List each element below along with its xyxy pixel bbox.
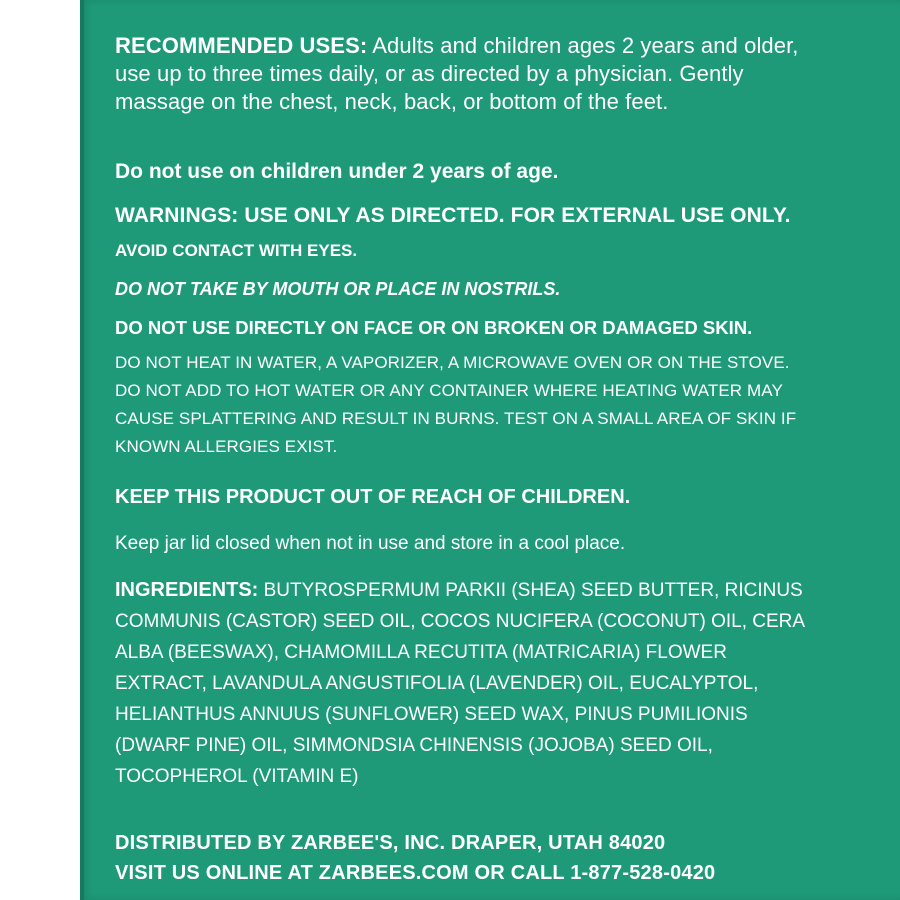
ingredients: [115, 575, 805, 792]
panel-edge: [80, 0, 84, 900]
ingredients-list: BUTYROSPERMUM PARKII (SHEA) SEED BUTTER, RICINUS COMMUNIS (CASTOR) SEED OIL, COCOS NUCIFERA (COCONUT) OIL, CERA ALBA (BEESWAX), CHAMOMILLA RECUTITA (MATRICARIA) FLOWER EXTRACT, LAVANDULA ANGUSTIFOLIA (LAVENDER) OIL, EUCALYPTOL, HELIANTHUS ANNUUS (SUNFLOWER) SEED WAX, PINUS PUMILIONIS (DWARF PINE) OIL, SIMMONDSIA CHINENSIS (JOJOBA) SEED OIL, TOCOPHEROL (VITAMIN E): [115, 580, 804, 787]
contact-line: VISIT US ONLINE AT ZARBEES.COM OR CALL 1-877-528-0420: [115, 862, 716, 884]
ingredients-heading: INGREDIENTS:: [115, 579, 259, 601]
keep-away-warning: KEEP THIS PRODUCT OUT OF REACH OF CHILDREN.: [115, 486, 631, 508]
recommended-heading: RECOMMENDED USES:: [115, 33, 368, 58]
recommended-uses: [115, 32, 805, 116]
no-face-warning: DO NOT USE DIRECTLY ON FACE OR ON BROKEN OR DAMAGED SKIN.: [115, 317, 753, 338]
recommended-text: Adults and children ages 2 years and older, use up to three times daily, or as directed by a physician. Gently massage on the chest, neck, back, or bottom of the feet.: [115, 33, 799, 114]
no-mouth-warning: DO NOT TAKE BY MOUTH OR PLACE IN NOSTRILS.: [115, 279, 561, 299]
distributor-line: DISTRIBUTED BY ZARBEE'S, INC. DRAPER, UTAH 84020: [115, 832, 666, 854]
no-heat-warning: DO NOT HEAT IN WATER, A VAPORIZER, A MICROWAVE OVEN OR ON THE STOVE. DO NOT ADD TO HOT WATER OR ANY CONTAINER WHERE HEATING WATER MAY CAUSE SPLATTERING AND RESULT IN BURNS. TEST ON A SMALL AREA OF SKIN IF KNOWN ALLERGIES EXIST.: [115, 353, 797, 456]
warnings-heading: WARNINGS: USE ONLY AS DIRECTED. FOR EXTERNAL USE ONLY.: [115, 204, 791, 227]
avoid-eyes-warning: AVOID CONTACT WITH EYES.: [115, 241, 358, 260]
no-children-warning: Do not use on children under 2 years of age.: [115, 160, 559, 183]
jar-note: Keep jar lid closed when not in use and store in a cool place.: [115, 533, 626, 554]
